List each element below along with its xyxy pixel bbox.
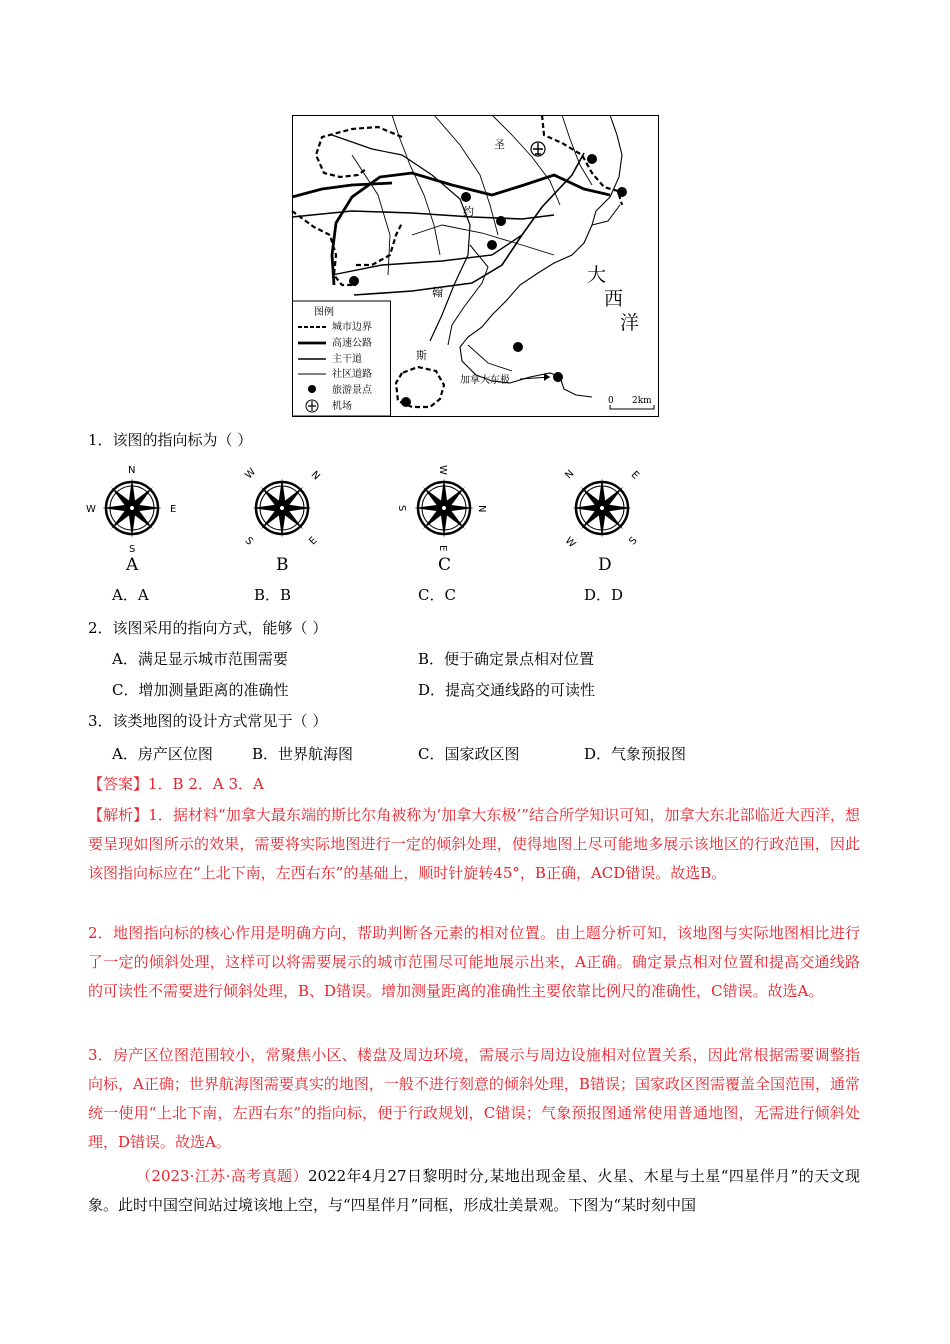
q3-option-b[interactable]: B．世界航海图: [252, 745, 354, 763]
analysis-paragraph-2: 2．地图指向标的核心作用是明确方向，帮助判断各元素的相对位置。由上题分析可知，该地图与实际地图相比进行了一定的倾斜处理，这样可以将需要展示的城市范围尽可能地展示出来，A正确。确定景点相对位置和提高交通线路的可读性不需要进行倾斜处理，B、D错误。增加测量距离的准确性主要依靠比例尺的准确性，C错误。故选A。: [88, 924, 860, 1000]
compass-b-n: N: [308, 469, 322, 483]
q1-option-d[interactable]: D．D: [584, 586, 624, 604]
q1-option-b[interactable]: B．B: [254, 586, 292, 604]
attraction-dot: [553, 372, 563, 382]
q3-stem: 3．该类地图的设计方式常见于（ ）: [88, 712, 328, 730]
map-label-si: 斯: [416, 349, 427, 362]
city-map: [292, 115, 659, 417]
map-label-ocean-1: 大: [587, 264, 607, 286]
map-label-sheng: 圣: [494, 138, 505, 151]
answer-text: 1．B 2．A 3．A: [148, 775, 264, 793]
q2-option-a[interactable]: A．满足显示城市范围需要: [112, 650, 288, 668]
q3-option-c[interactable]: C．国家政区图: [418, 745, 520, 763]
compass-b: [236, 460, 326, 570]
attraction-dot: [487, 240, 497, 250]
answer-line: [88, 774, 264, 794]
attraction-dot: [617, 187, 627, 197]
q3-option-a[interactable]: A．房产区位图: [112, 745, 213, 763]
q3-option-d[interactable]: D．气象预报图: [584, 745, 687, 763]
q2-option-b[interactable]: B．便于确定景点相对位置: [418, 650, 595, 668]
compass-rose-icon: [236, 460, 336, 560]
legend-item: 机场: [332, 401, 352, 412]
map-figure: [292, 115, 659, 417]
compass-b-w: W: [243, 466, 259, 482]
attraction-dot: [587, 154, 597, 164]
compass-b-e: E: [307, 535, 320, 548]
legend-item: 社区道路: [332, 369, 372, 380]
compass-c-w: W: [437, 465, 448, 475]
analysis-paragraph-3: 3．房产区位图范围较小，常聚焦小区、楼盘及周边环境，需展示与周边设施相对位置关系，因此常根据需要调整指向标，A正确；世界航海图需要真实的地图，一般不进行刻意的倾斜处理，B错误；国家政区图需覆盖全国范围，通常统一使用“上北下南，左西右东”的指向标，便于行政规划，C错误；气象预报图通常使用普通地图，无需进行倾斜处理，D错误。故选A。: [88, 1046, 860, 1151]
analysis-tag: 【解析】: [88, 806, 149, 824]
compass-a-s: S: [129, 544, 136, 555]
attraction-dot: [496, 216, 506, 226]
legend-item: 高速公路: [332, 338, 372, 349]
compass-a-w: W: [86, 504, 96, 515]
compass-d: [556, 460, 646, 570]
map-label-ocean-3: 洋: [620, 312, 640, 334]
compass-label-a: A: [126, 555, 139, 575]
attraction-dot: [461, 192, 471, 202]
attraction-dot: [401, 397, 411, 407]
compass-rose-icon: [86, 460, 186, 560]
next-question-intro: [88, 1162, 860, 1220]
scale-zero: 0: [608, 396, 614, 406]
compass-c-n: N: [476, 505, 487, 513]
compass-rose-icon: [398, 460, 498, 560]
compass-label-b: B: [276, 555, 289, 575]
q2-stem: 2．该图采用的指向方式，能够（ ）: [88, 619, 328, 637]
map-label-han: 翰: [432, 286, 443, 299]
q1-stem: 1．该图的指向标为（ ）: [88, 431, 253, 449]
compass-d-e: E: [628, 469, 641, 482]
compass-c-s: S: [396, 505, 407, 512]
next-question-text: 2022年4月27日黎明时分,某地出现金星、火星、木星与土星“四星伴月”的天文现象。此时中国空间站过境该地上空，与“四星伴月”同框，形成壮美景观。下图为“某时刻中国: [88, 1167, 860, 1214]
map-label-east-pole: 加拿大东极: [460, 375, 510, 386]
legend-item: 主干道: [332, 354, 362, 365]
compass-a: [86, 460, 176, 570]
q2-option-d[interactable]: D．提高交通线路的可读性: [418, 681, 596, 699]
scale-km: 2km: [632, 396, 652, 406]
legend-item: 旅游景点: [332, 385, 372, 396]
map-label-ocean-2: 西: [604, 288, 624, 310]
answer-tag: 【答案】: [88, 775, 149, 793]
compass-b-s: S: [242, 535, 255, 548]
compass-label-c: C: [438, 555, 452, 575]
compass-c-e: E: [437, 545, 448, 552]
compass-rose-icon: [556, 460, 656, 560]
q1-option-c[interactable]: C．C: [418, 586, 456, 604]
analysis-p1: 1．据材料“加拿大最东端的斯比尔角被称为‘加拿大东极’”结合所学知识可知，加拿大东北部临近大西洋，想要呈现如图所示的效果，需要将实际地图进行一定的倾斜处理，使得地图上尽可能地多展示该地区的行政范围，因此该图指向标应在“上北下南，左西右东”的基础上，顺时针旋转45°，B正确，ACD错误。故选B。: [88, 806, 860, 882]
next-question-source: （2023·江苏·高考真题）: [136, 1167, 309, 1185]
compass-d-n: N: [563, 468, 577, 482]
attraction-dot: [513, 342, 523, 352]
map-label-yue: 约: [463, 205, 474, 218]
compass-d-s: S: [627, 535, 640, 548]
q1-option-a[interactable]: A．A: [112, 586, 149, 604]
compass-label-d: D: [598, 555, 612, 575]
q2-option-c[interactable]: C．增加测量距离的准确性: [112, 681, 289, 699]
compass-a-n: N: [128, 465, 136, 476]
legend-title: 图例: [314, 307, 334, 318]
legend-item: 城市边界: [332, 322, 372, 333]
compass-d-w: W: [562, 535, 578, 551]
airport-icon: [531, 142, 545, 156]
attraction-dot: [349, 276, 359, 286]
analysis-paragraph-1: [88, 801, 860, 888]
compass-c: [398, 460, 488, 570]
compass-a-e: E: [170, 504, 177, 515]
